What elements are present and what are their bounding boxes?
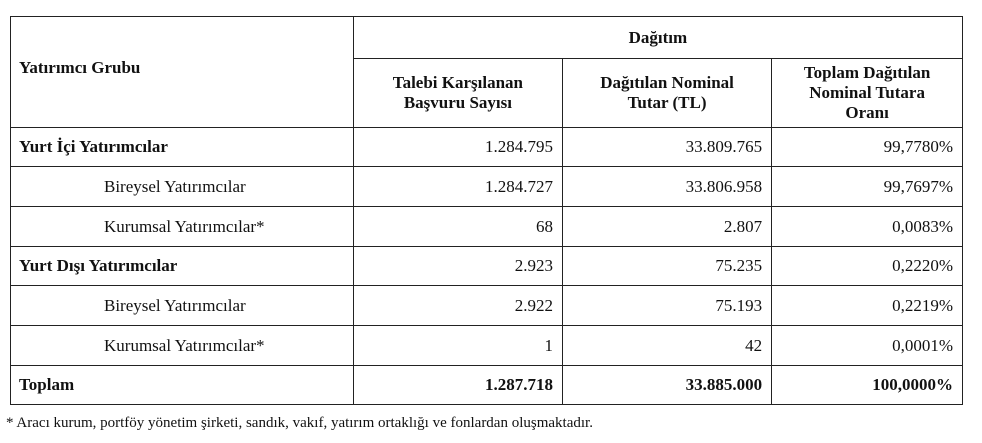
requests-cell: 1 — [353, 326, 562, 366]
nominal-cell: 75.235 — [563, 247, 772, 286]
ratio-cell: 0,2220% — [772, 247, 963, 286]
ratio-header-line2: Nominal Tutara — [809, 83, 925, 102]
ratio-cell: 99,7780% — [772, 128, 963, 167]
nominal-cell: 33.806.958 — [563, 167, 772, 207]
table-row-domestic-institutional — [11, 207, 963, 247]
total-requests-cell: 1.287.718 — [353, 366, 562, 405]
row-label: Bireysel Yatırımcılar — [11, 286, 354, 326]
row-label: Kurumsal Yatırımcılar* — [11, 326, 354, 366]
nominal-column-header — [563, 59, 772, 128]
distribution-header: Dağıtım — [353, 17, 962, 59]
nominal-cell: 75.193 — [563, 286, 772, 326]
investor-group-header: Yatırımcı Grubu — [11, 17, 354, 128]
requests-cell: 1.284.795 — [353, 128, 562, 167]
row-label: Yurt Dışı Yatırımcılar — [11, 247, 354, 286]
row-label: Bireysel Yatırımcılar — [11, 167, 354, 207]
total-nominal-cell: 33.885.000 — [563, 366, 772, 405]
total-label: Toplam — [11, 366, 354, 405]
nominal-cell: 2.807 — [563, 207, 772, 247]
table-row-total — [11, 366, 963, 405]
row-label: Yurt İçi Yatırımcılar — [11, 128, 354, 167]
ratio-cell: 0,0001% — [772, 326, 963, 366]
requests-cell: 2.922 — [353, 286, 562, 326]
table-row-foreign-individual — [11, 286, 963, 326]
ratio-cell: 0,0083% — [772, 207, 963, 247]
ratio-cell: 99,7697% — [772, 167, 963, 207]
total-ratio-cell: 100,0000% — [772, 366, 963, 405]
requests-header-line2: Başvuru Sayısı — [403, 93, 512, 112]
ratio-column-header — [772, 59, 963, 128]
distribution-table-container — [10, 16, 963, 405]
table-row-foreign-institutional — [11, 326, 963, 366]
requests-column-header — [353, 59, 562, 128]
row-label: Kurumsal Yatırımcılar* — [11, 207, 354, 247]
nominal-header-line2: Tutar (TL) — [627, 93, 707, 112]
requests-cell: 2.923 — [353, 247, 562, 286]
footnote: * Aracı kurum, portföy yönetim şirketi, sandık, vakıf, yatırım ortaklığı ve fonlardan oluşmaktadır. — [6, 415, 593, 431]
ratio-header-line1: Toplam Dağıtılan — [803, 63, 931, 82]
nominal-cell: 42 — [563, 326, 772, 366]
ratio-cell: 0,2219% — [772, 286, 963, 326]
requests-cell: 68 — [353, 207, 562, 247]
requests-cell: 1.284.727 — [353, 167, 562, 207]
table-row-domestic-investors — [11, 128, 963, 167]
table-row-foreign-investors — [11, 247, 963, 286]
nominal-cell: 33.809.765 — [563, 128, 772, 167]
ratio-header-line3: Oranı — [845, 103, 889, 122]
requests-header-line1: Talebi Karşılanan — [392, 73, 524, 92]
table-row-domestic-individual — [11, 167, 963, 207]
distribution-table — [10, 16, 963, 405]
table-header-row-top — [11, 17, 963, 59]
nominal-header-line1: Dağıtılan Nominal — [600, 73, 734, 92]
